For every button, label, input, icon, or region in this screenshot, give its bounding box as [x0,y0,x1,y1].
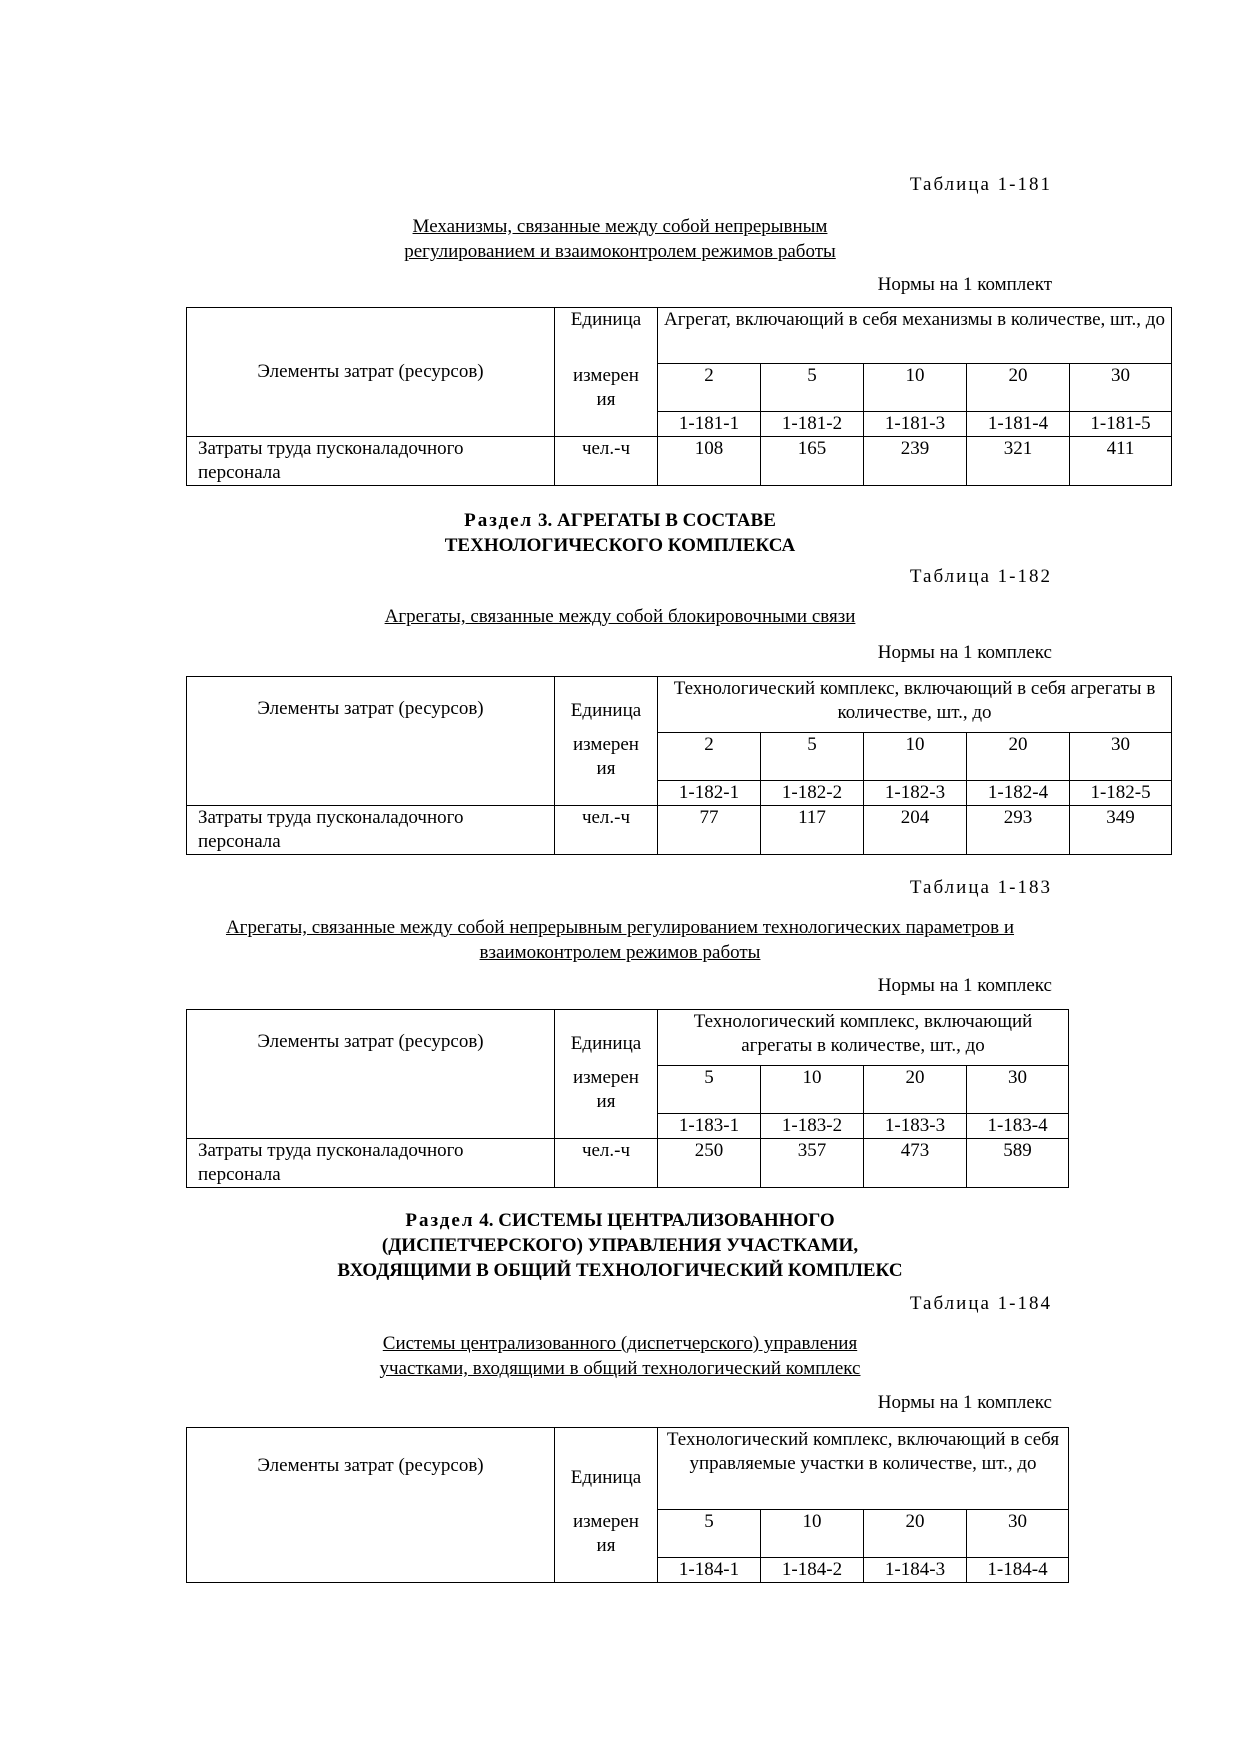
table-183-caption-line2: взаимоконтролем режимов работы [479,942,761,963]
table-181-value-1: 108 [658,437,761,486]
table-184-group-header: Технологический комплекс, включающий в себя управляемые участки в количестве, шт., до [658,1428,1069,1510]
table-182-code-1: 1-182-1 [658,781,761,806]
table-182-code-5: 1-182-5 [1070,781,1172,806]
table-182-code-2: 1-182-2 [761,781,864,806]
table-183-value-2: 357 [761,1139,864,1188]
table-184-unit-header-end [555,1558,658,1583]
table-182-code-3: 1-182-3 [864,781,967,806]
table-182-row-label: Затраты труда пусконаладочного персонала [187,806,555,855]
table-183 [186,1009,1069,1188]
section-3-heading [170,508,1070,558]
table-181-row-unit: чел.-ч [555,437,658,486]
table-182-label: Таблица 1-182 [909,566,1052,587]
section-4-heading [170,1208,1070,1283]
table-181-unit-header-end [555,412,658,437]
section-4-line2: (ДИСПЕТЧЕРСКОГО) УПРАВЛЕНИЯ УЧАСТКАМИ, [381,1235,859,1256]
table-184 [186,1427,1069,1583]
table-183-value-1: 250 [658,1139,761,1188]
table-184-code-4: 1-184-4 [967,1558,1069,1583]
section-4-prefix: Раздел [405,1210,475,1231]
table-184-qty-2: 10 [761,1510,864,1558]
table-184-caption-line1: Системы централизованного (диспетчерского) управления [382,1333,858,1354]
table-182 [186,676,1172,855]
section-4-line3: ВХОДЯЩИМИ В ОБЩИЙ ТЕХНОЛОГИЧЕСКИЙ КОМПЛЕКС [337,1260,903,1281]
table-183-resource-header: Элементы затрат (ресурсов) [187,1010,555,1139]
table-183-caption [120,915,1120,965]
table-181-qty-4: 20 [967,364,1070,412]
table-184-caption [170,1331,1070,1381]
table-184-code-3: 1-184-3 [864,1558,967,1583]
table-182-caption: Агрегаты, связанные между собой блокировочными связи [384,606,856,627]
table-183-code-1: 1-183-1 [658,1114,761,1139]
table-181-norm: Нормы на 1 комплект [877,274,1052,295]
table-181-code-5: 1-181-5 [1070,412,1172,437]
table-181-value-4: 321 [967,437,1070,486]
table-181-resource-header: Элементы затрат (ресурсов) [187,308,555,437]
table-182-qty-4: 20 [967,733,1070,781]
table-183-qty-1: 5 [658,1066,761,1114]
table-182-group-header: Технологический комплекс, включающий в себя агрегаты в количестве, шт., до [658,677,1172,733]
table-182-resource-header: Элементы затрат (ресурсов) [187,677,555,806]
table-183-unit-header-end [555,1114,658,1139]
table-181-caption [170,214,1070,264]
table-183-qty-2: 10 [761,1066,864,1114]
table-183-qty-4: 30 [967,1066,1069,1114]
table-183-code-3: 1-183-3 [864,1114,967,1139]
table-182-unit-header-cont: измерен ия [555,733,658,781]
table-181-caption-line1: Механизмы, связанные между собой непрерывным [412,216,828,237]
table-182-row-unit: чел.-ч [555,806,658,855]
table-181-unit-header: Единица [555,308,658,364]
table-181-label: Таблица 1-181 [909,174,1052,195]
table-184-resource-header: Элементы затрат (ресурсов) [187,1428,555,1583]
table-182-value-3: 204 [864,806,967,855]
table-181-value-5: 411 [1070,437,1172,486]
table-183-code-4: 1-183-4 [967,1114,1069,1139]
table-181-group-header: Агрегат, включающий в себя механизмы в количестве, шт., до [658,308,1172,364]
table-182-value-5: 349 [1070,806,1172,855]
table-183-qty-3: 20 [864,1066,967,1114]
table-181-qty-2: 5 [761,364,864,412]
table-184-unit-header: Единица [555,1428,658,1510]
table-183-caption-line1: Агрегаты, связанные между собой непрерывным регулированием технологических параметров и [225,917,1015,938]
table-184-qty-1: 5 [658,1510,761,1558]
table-181-code-4: 1-181-4 [967,412,1070,437]
table-182-code-4: 1-182-4 [967,781,1070,806]
section-3-prefix: Раздел [464,510,534,531]
table-183-row-unit: чел.-ч [555,1139,658,1188]
table-183-label: Таблица 1-183 [909,877,1052,898]
table-183-norm: Нормы на 1 комплекс [877,975,1052,996]
table-183-row-label: Затраты труда пусконаладочного персонала [187,1139,555,1188]
table-181-row-label: Затраты труда пусконаладочного персонала [187,437,555,486]
table-183-value-3: 473 [864,1139,967,1188]
table-184-qty-3: 20 [864,1510,967,1558]
table-181-value-2: 165 [761,437,864,486]
section-3-line2: ТЕХНОЛОГИЧЕСКОГО КОМПЛЕКСА [444,535,796,556]
table-183-value-4: 589 [967,1139,1069,1188]
table-183-unit-header: Единица [555,1010,658,1066]
table-184-qty-4: 30 [967,1510,1069,1558]
table-183-code-2: 1-183-2 [761,1114,864,1139]
table-184-unit-header-cont: измерен ия [555,1510,658,1558]
table-182-value-4: 293 [967,806,1070,855]
table-182-qty-5: 30 [1070,733,1172,781]
table-184-label: Таблица 1-184 [909,1293,1052,1314]
table-181-code-3: 1-181-3 [864,412,967,437]
table-182-unit-header: Единица [555,677,658,733]
table-181-caption-line2: регулированием и взаимоконтролем режимов работы [404,241,836,262]
table-183-unit-header-cont: измерен ия [555,1066,658,1114]
table-181-qty-1: 2 [658,364,761,412]
table-184-code-1: 1-184-1 [658,1558,761,1583]
table-182-qty-3: 10 [864,733,967,781]
table-182-norm: Нормы на 1 комплекс [877,642,1052,663]
section-3-line1: 3. АГРЕГАТЫ В СОСТАВЕ [537,510,776,531]
table-184-code-2: 1-184-2 [761,1558,864,1583]
table-184-norm: Нормы на 1 комплекс [877,1392,1052,1413]
section-4-line1: 4. СИСТЕМЫ ЦЕНТРАЛИЗОВАННОГО [479,1210,835,1231]
table-181-code-2: 1-181-2 [761,412,864,437]
table-181-unit-header-cont: измерен ия [555,364,658,412]
table-182-unit-header-end [555,781,658,806]
table-184-caption-line2: участками, входящими в общий технологический комплекс [379,1358,861,1379]
table-181 [186,307,1172,486]
table-182-value-1: 77 [658,806,761,855]
table-182-qty-2: 5 [761,733,864,781]
table-183-group-header: Технологический комплекс, включающий агрегаты в количестве, шт., до [658,1010,1069,1066]
table-181-qty-3: 10 [864,364,967,412]
table-182-qty-1: 2 [658,733,761,781]
table-181-qty-5: 30 [1070,364,1172,412]
table-181-code-1: 1-181-1 [658,412,761,437]
table-182-value-2: 117 [761,806,864,855]
table-181-value-3: 239 [864,437,967,486]
